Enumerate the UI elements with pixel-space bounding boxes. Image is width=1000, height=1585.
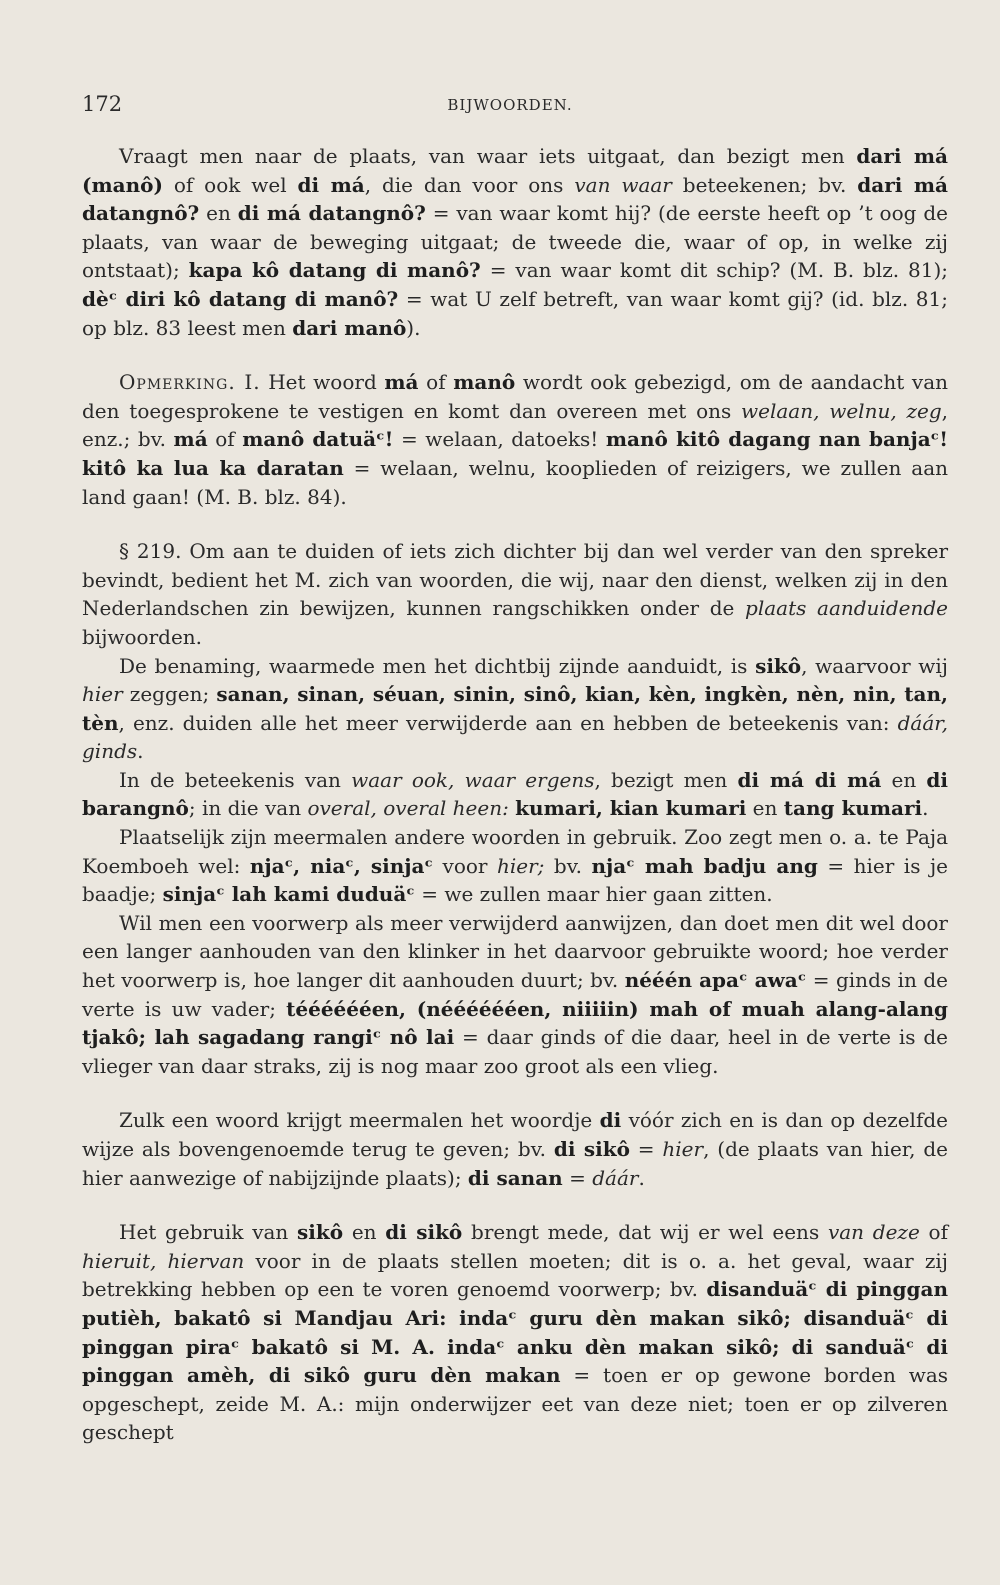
malay-term: di má di má — [737, 767, 882, 792]
text-run: Vraagt men naar de plaats, van waar iets uitgaat, dan bezigt men — [119, 144, 857, 168]
malay-term: manô — [453, 370, 516, 395]
text-run: Wil men een voorwerp als meer verwijderd aanwijzen, dan doet men dit wel door een langer aanhouden van den klinker in het daarvoor gebruikte woord; hoe verder het voorwerp is, hoe langer dit aanhouden duurt; bv. — [82, 910, 948, 993]
dutch-gloss: welaan, welnu, zeg — [741, 398, 942, 423]
malay-term: má — [173, 427, 208, 452]
text-run: , (de plaats van hier, de hier aanwezige of nabijzijnde plaats); — [82, 1137, 948, 1190]
text-run: en — [881, 767, 927, 792]
section-219-paragraph — [82, 537, 948, 651]
malay-term: njaᶜ, niaᶜ, sinjaᶜ — [249, 853, 434, 878]
text-run: , enz. duiden alle het meer verwijderde aan en hebben de beteekenis van: — [118, 710, 898, 735]
text-run: of — [207, 427, 243, 452]
text-run: , enz.; bv. — [82, 398, 948, 452]
text-run: ; in die van — [188, 796, 308, 821]
text-run: = van waar komt dit schip? (M. B. blz. 81); — [480, 258, 949, 283]
malay-term: njaᶜ mah badju ang — [591, 853, 818, 878]
page-number: 172 — [82, 92, 123, 116]
text-run: bijwoorden. — [82, 624, 203, 649]
dutch-gloss: overal, overal heen: — [307, 796, 509, 821]
text-run: In de beteekenis van — [119, 767, 352, 792]
malay-term: di barangnô — [82, 767, 949, 821]
malay-term: sikô — [297, 1220, 344, 1245]
malay-term: dari má (manô) — [82, 144, 948, 197]
text-run: = wat U zelf betreft, van waar komt gij? (id. blz. 81; op blz. 83 leest men — [82, 286, 948, 340]
paragraph — [82, 823, 948, 909]
text-run: bv. — [544, 853, 592, 878]
paragraph — [82, 652, 948, 766]
paragraph — [82, 1106, 948, 1192]
text-run: , waarvoor wij — [801, 653, 948, 678]
text-run: = ginds in de verte is uw vader; — [82, 968, 948, 1021]
page-body — [82, 142, 948, 1447]
text-run: . — [638, 1165, 645, 1190]
malay-term: manô datuäᶜ! — [242, 427, 394, 452]
text-run: = welaan, welnu, kooplieden of reizigers, we zullen aan land gaan! (M. B. blz. 84). — [82, 455, 948, 509]
running-head: BIJWOORDEN. — [447, 96, 573, 114]
dutch-gloss: van waar — [574, 172, 672, 197]
text-run: . — [137, 739, 144, 764]
dutch-gloss: hier — [82, 682, 123, 707]
malay-term: tang kumari — [783, 796, 923, 821]
dutch-gloss: hier — [662, 1137, 704, 1161]
malay-term: disanduäᶜ di pinggan putièh, bakatô si Mandjau Ari: indaᶜ guru dèn makan sikô; disanduäᶜ di pinggan piraᶜ bakatô si M. A. indaᶜ anku dèn makan sikô; di sanduäᶜ di pinggan amèh, di sikô guru dèn makan — [82, 1277, 948, 1388]
malay-term: sanan, sinan, séuan, sinin, sinô, kian, kèn, ingkèn, nèn, nin, tan, tèn — [82, 682, 948, 735]
text-run: Zulk een woord krijgt meermalen het woordje — [119, 1108, 600, 1133]
text-run: = daar ginds of die daar, heel in de verte is de vlieger van daar straks, zij is nog maar zoo groot als een vlieg. — [82, 1025, 948, 1078]
text-run: en — [746, 796, 784, 821]
paragraph — [82, 1218, 948, 1447]
text-run: = welaan, datoeks! — [393, 427, 606, 452]
dutch-gloss: plaats aanduidende — [745, 596, 948, 621]
dutch-gloss: waar ook, waar ergens — [351, 767, 595, 792]
dutch-gloss: dáár, ginds — [82, 710, 948, 764]
text-run: zeggen; — [122, 682, 217, 707]
remark-paragraph — [82, 368, 948, 511]
text-run: en — [343, 1220, 386, 1245]
text-run: = — [562, 1165, 593, 1190]
text-run: = — [629, 1137, 663, 1161]
malay-term: di — [599, 1108, 622, 1133]
text-run: ). — [406, 315, 421, 340]
malay-term: di sanan — [467, 1165, 563, 1190]
text-run: voor — [433, 853, 497, 878]
text-run: Plaatselijk zijn meermalen andere woorden in gebruik. Zoo zegt men o. a. te Paja Koemboeh wel: — [82, 825, 948, 878]
dutch-gloss: dáár — [592, 1165, 639, 1190]
text-run: of — [418, 370, 454, 395]
text-run: . — [922, 796, 929, 821]
remark-label: Opmerking. I. — [119, 370, 261, 395]
malay-term: sikô — [755, 653, 802, 678]
text-run: = van waar komt hij? (de eerste heeft op ’t oog de plaats, van waar de beweging uitgaat; de tweede die, waar of op, in welke zij ontstaat); — [82, 201, 948, 283]
text-run: = toen er op gewone borden was opgeschept, zeide M. A.: mijn onderwijzer eet van deze niet; toen er op zilveren geschept — [82, 1363, 949, 1445]
text-run: of ook wel — [162, 172, 298, 197]
malay-term: di sikô — [553, 1137, 630, 1161]
malay-term: má — [384, 370, 419, 395]
text-run: vóór zich en is dan op dezelfde wijze als bovengenoemde terug te geven; bv. — [82, 1108, 948, 1161]
text-run: brengt mede, dat wij er wel eens — [462, 1220, 828, 1245]
text-run: § 219. Om aan te duiden of iets zich dichter bij dan wel verder van den spreker bevindt, bedient het M. zich van woorden, die wij, naar den dienst, welken zij in den Nederlandschen zin bewijzen, kunnen rangschikken onder de — [82, 539, 948, 621]
paragraph — [82, 766, 948, 823]
malay-term: dari má datangnô? — [82, 172, 948, 226]
paragraph — [82, 142, 948, 342]
malay-term: kumari, kian kumari — [515, 796, 747, 821]
paragraph — [82, 909, 948, 1081]
page-header — [82, 92, 938, 122]
malay-term: nééén apaᶜ awaᶜ — [624, 968, 807, 993]
text-run: voor in de plaats stellen moeten; dit is o. a. het geval, waar zij betrekking hebben op een te voren genoemd voorwerp; bv. — [82, 1248, 949, 1302]
text-run: en — [199, 201, 238, 226]
text-run: beteekenen; bv. — [671, 172, 858, 197]
malay-term: di sikô — [385, 1220, 463, 1245]
malay-term: tééééééen, (nééééééen, niiiiin) mah of muah alang-alang tjakô; lah sagadang rangiᶜ nô lai — [82, 996, 948, 1050]
dutch-gloss: hieruit, hiervan — [82, 1248, 245, 1273]
malay-term: di má — [297, 172, 365, 197]
text-run: De benaming, waarmede men het dichtbij zijnde aanduidt, is — [119, 653, 756, 678]
text-run: Het woord — [260, 370, 385, 395]
malay-term: dari manô — [292, 315, 407, 340]
dutch-gloss: van deze — [827, 1220, 920, 1245]
text-run: , die dan voor ons — [364, 172, 575, 197]
malay-term: di má datangnô? — [237, 201, 426, 226]
text-run: Het gebruik van — [119, 1220, 298, 1245]
malay-term: kapa kô datang di manô? — [188, 258, 481, 283]
text-run: , bezigt men — [594, 767, 738, 792]
text-run: = hier is je baadje; — [82, 853, 948, 907]
malay-term: dèᶜ diri kô datang di manô? — [82, 286, 399, 311]
malay-term: manô kitô dagang nan banjaᶜ! kitô ka lua ka daratan — [82, 427, 948, 480]
dutch-gloss: hier; — [496, 853, 545, 878]
text-run: of — [919, 1220, 948, 1245]
malay-term: sinjaᶜ lah kami duduäᶜ — [162, 882, 415, 907]
text-run: = we zullen maar hier gaan zitten. — [414, 882, 773, 907]
text-run: wordt ook gebezigd, om de aandacht van den toegesprokene te vestigen en komt dan overeen met ons — [82, 370, 948, 423]
